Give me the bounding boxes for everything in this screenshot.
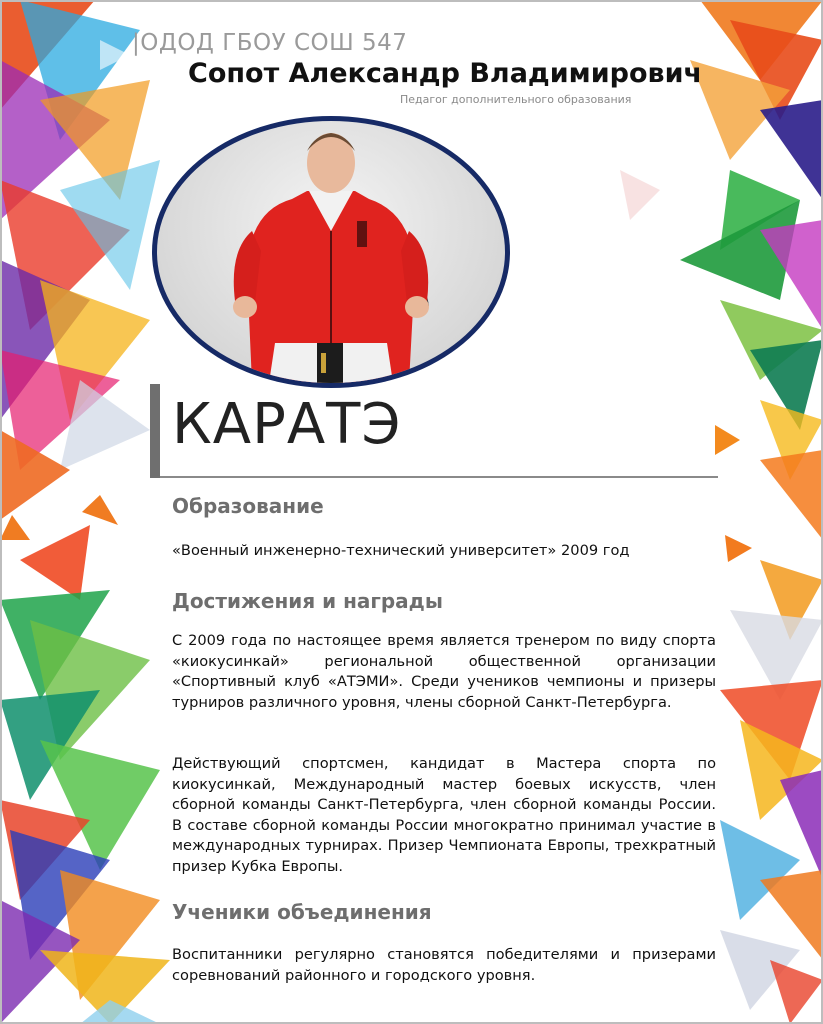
title-accent-bar: [150, 384, 160, 478]
teacher-role: Педагог дополнительного образования: [400, 93, 632, 106]
teacher-name: Сопот Александр Владимирович: [188, 58, 703, 89]
section-text-achievements-2: Действующий спортсмен, кандидат в Мастера спорта по киокусинкай, Международный мастер боевых искусств, член сборной команды Санкт-Петербурга, член сборной команды России. В составе сборной команды России многократно принимал участие в международных турнирах. Призер Чемпионата Европы, трехкратный призер Кубка Европы.: [172, 755, 716, 875]
section-heading-students: Ученики объединения: [172, 900, 432, 924]
section-text-achievements-1: С 2009 года по настоящее время является тренером по виду спорта «киокусинкай» региональной общественной организации «Спортивный клуб «АТЭМИ». Среди учеников чемпионы и призеры турниров различного уровня, члены сборной Санкт-Петербурга.: [172, 632, 716, 711]
section-text-education: «Военный инженерно-технический университет» 2009 год: [172, 542, 630, 559]
teacher-photo: [152, 116, 510, 388]
title-underline: [160, 476, 718, 478]
organization-name: |ОДОД ГБОУ СОШ 547: [132, 30, 408, 56]
section-heading-achievements: Достижения и награды: [172, 589, 443, 613]
karate-person-illustration: [157, 121, 505, 383]
page-title: КАРАТЭ: [172, 392, 402, 457]
section-text-students: Воспитанники регулярно становятся победителями и призерами соревнований районного и городского уровня.: [172, 946, 716, 984]
section-heading-education: Образование: [172, 494, 324, 518]
